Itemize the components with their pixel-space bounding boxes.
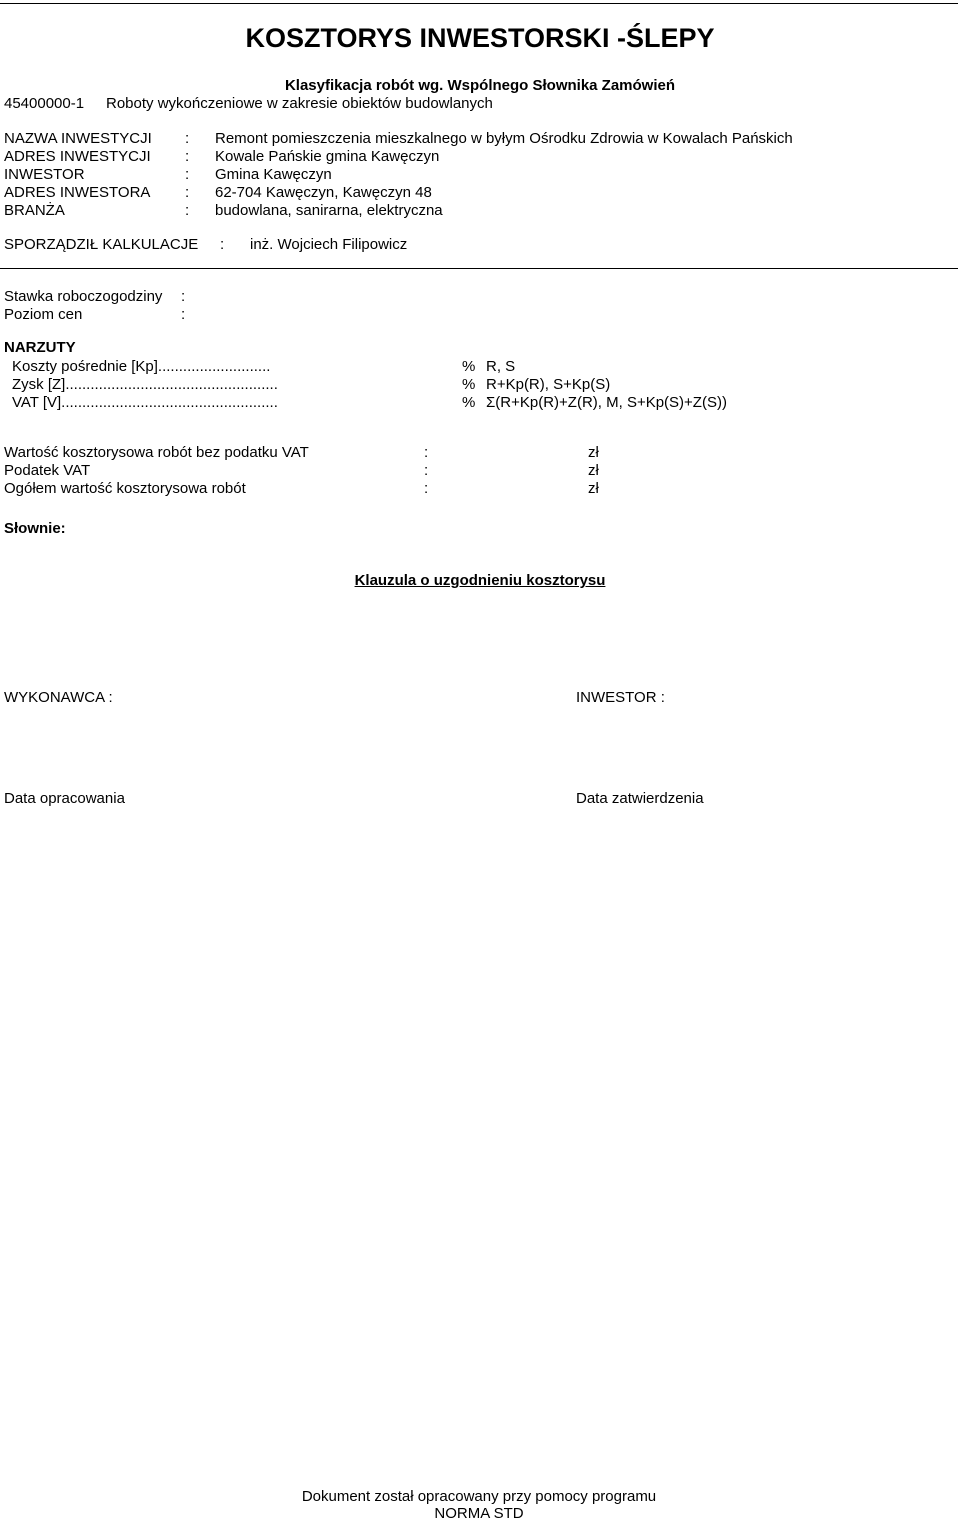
info-separator: : [185,184,190,201]
total-currency: zł [588,462,599,479]
info-label: BRANŻA [4,202,65,219]
prepared-by-separator: : [220,236,225,253]
markup-unit: % [462,376,476,393]
markup-label: VAT [V].................................................... [12,394,278,411]
cpv-code: 45400000-1 [4,95,85,112]
total-label: Ogółem wartość kosztorysowa robót [4,480,246,497]
total-label: Podatek VAT [4,462,91,479]
section-rule [0,268,958,269]
info-value: 62-704 Kawęczyn, Kawęczyn 48 [215,184,432,201]
words-label: Słownie: [4,520,66,537]
markup-label: Koszty pośrednie [Kp]........................... [12,358,271,375]
prepared-date-label: Data opracowania [4,790,125,807]
document-title: KOSZTORYS INWESTORSKI -ŚLEPY [245,23,715,53]
info-separator: : [185,202,190,219]
info-label: ADRES INWESTYCJI [4,148,151,165]
total-separator: : [424,480,429,497]
info-value: Remont pomieszczenia mieszkalnego w byłym Ośrodku Zdrowia w Kowalach Pańskich [215,130,793,147]
footer-line2: NORMA STD [434,1505,524,1522]
info-label: NAZWA INWESTYCJI [4,130,152,147]
rate-label: Poziom cen [4,306,83,323]
info-value: budowlana, sanirarna, elektryczna [215,202,443,219]
info-separator: : [185,166,190,183]
markup-unit: % [462,394,476,411]
info-label: ADRES INWESTORA [4,184,151,201]
approved-date-label: Data zatwierdzenia [576,790,704,807]
total-separator: : [424,444,429,461]
rate-separator: : [181,288,186,305]
total-currency: zł [588,444,599,461]
cpv-description: Roboty wykończeniowe w zakresie obiektów budowlanych [106,95,493,112]
rate-separator: : [181,306,186,323]
top-rule [0,3,958,4]
total-label: Wartość kosztorysowa robót bez podatku VAT [4,444,309,461]
markup-unit: % [462,358,476,375]
markup-basis: R+Kp(R), S+Kp(S) [486,376,611,393]
investor-signature-label: INWESTOR : [576,689,665,706]
info-separator: : [185,130,190,147]
info-value: Kowale Pańskie gmina Kawęczyn [215,148,440,165]
markup-label: Zysk [Z]................................................... [12,376,278,393]
markups-heading: NARZUTY [4,339,76,356]
total-currency: zł [588,480,599,497]
prepared-by-label: SPORZĄDZIŁ KALKULACJE [4,236,199,253]
markup-basis: Σ(R+Kp(R)+Z(R), M, S+Kp(S)+Z(S)) [486,394,727,411]
info-separator: : [185,148,190,165]
clause-heading: Klauzula o uzgodnieniu kosztorysu [354,572,606,589]
info-label: INWESTOR [4,166,85,183]
prepared-by-value: inż. Wojciech Filipowicz [250,236,408,253]
classification-heading: Klasyfikacja robót wg. Wspólnego Słownika Zamówień [284,77,676,94]
markup-basis: R, S [486,358,516,375]
footer-line1: Dokument został opracowany przy pomocy programu [301,1488,657,1505]
contractor-signature-label: WYKONAWCA : [4,689,113,706]
total-separator: : [424,462,429,479]
info-value: Gmina Kawęczyn [215,166,332,183]
rate-label: Stawka roboczogodziny [4,288,163,305]
